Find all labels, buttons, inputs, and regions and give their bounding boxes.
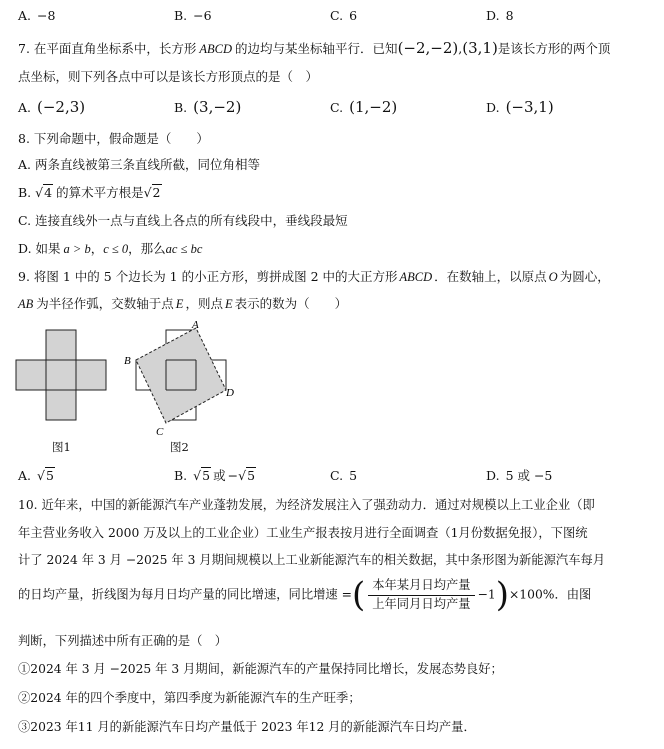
- fraction-numerator: 本年某月日均产量: [368, 578, 474, 595]
- q6-option-b: [174, 8, 212, 24]
- q9-option-d: [486, 468, 552, 484]
- option-label: B.: [174, 8, 188, 23]
- q10-minus-one: −1: [477, 587, 496, 602]
- q9-point-e: E: [175, 297, 184, 311]
- option-value: 5 或 −5: [505, 468, 553, 483]
- q8-d-comma: ，: [90, 241, 104, 256]
- q9-text: 9. 将图 1 中的 5 个边长为 1 的小正方形，剪拼成图 2 中的大正方形: [18, 269, 398, 284]
- fig2-label-a: A: [192, 319, 199, 331]
- negative-sign: −: [227, 468, 239, 483]
- q10-text: 的日均产量，折线图为每月日均产量的同比增速，同比增速 =: [18, 587, 352, 602]
- q8-option-b: [18, 185, 162, 201]
- q7-point-2: (3,1): [462, 39, 498, 57]
- option-label: C.: [330, 8, 344, 23]
- q9-line-1: [18, 269, 610, 286]
- q8-d-text: D. 如果: [18, 241, 61, 256]
- option-value: 5: [349, 468, 358, 483]
- option-value: −8: [37, 8, 56, 23]
- option-label: A.: [18, 8, 32, 23]
- sqrt-symbol: √: [35, 185, 44, 200]
- option-label: A.: [18, 100, 32, 115]
- q7-option-b: [174, 98, 241, 117]
- q7-abcd: ABCD: [199, 42, 233, 56]
- q9-point-e: E: [224, 297, 233, 311]
- left-paren: (: [351, 575, 366, 615]
- q7-point-1: (−2,−2): [397, 39, 459, 57]
- q10-fraction: [368, 578, 474, 612]
- q10-text: ×100%．由图: [509, 587, 592, 602]
- option-label: A.: [18, 468, 32, 483]
- q10-statement-2: ②2024 年的四个季度中，第四季度为新能源汽车的生产旺季；: [18, 691, 361, 705]
- option-value: −6: [193, 8, 212, 23]
- q9-option-c: [330, 468, 357, 484]
- q9-origin: O: [548, 270, 558, 284]
- option-label: B.: [18, 185, 36, 200]
- q9-text: 为圆心，: [559, 269, 610, 284]
- q10-statement-3: ③2023 年11 月的新能源汽车日均产量低于 2023 年12 月的新能源汽车日均产量．: [18, 720, 476, 734]
- option-label: D.: [486, 8, 500, 23]
- q6-option-a: [18, 8, 55, 24]
- option-or: 或: [213, 468, 226, 483]
- option-value: 6: [349, 8, 358, 23]
- option-value: (3,−2): [193, 98, 242, 116]
- q10-statement-1: ①2024 年 3 月 −2025 年 3 月期间，新能源汽车的产量保持同比增长，发展态势良好；: [18, 662, 503, 676]
- q7-option-c: [330, 98, 397, 117]
- option-value: 8: [505, 8, 514, 23]
- q7-line-1: [18, 39, 610, 58]
- q9-text: 表示的数为（ ）: [234, 296, 348, 311]
- fraction-denominator: 上年同月日均产量: [372, 596, 471, 611]
- option-value: (1,−2): [349, 98, 398, 116]
- q8-d-condition-2: c ≤ 0: [103, 242, 129, 256]
- option-label: B.: [174, 468, 188, 483]
- fig2-label-c: C: [156, 426, 164, 438]
- fig2-label-d: D: [226, 387, 234, 399]
- q9-text: ，则点: [185, 296, 223, 311]
- sqrt-radicand: 2: [152, 185, 161, 200]
- q6-option-c: [330, 8, 357, 24]
- sqrt-symbol: √: [238, 468, 247, 483]
- q9-text: 为半径作弧，交数轴于点: [36, 296, 174, 311]
- q10-line-4: [18, 575, 592, 615]
- figure-2: [136, 328, 226, 423]
- option-label: C.: [330, 100, 344, 115]
- q9-option-b: [174, 468, 256, 484]
- q9-text: ．在数轴上，以原点: [434, 269, 547, 284]
- option-label: C.: [330, 468, 344, 483]
- sqrt-symbol: √: [37, 468, 45, 483]
- q7-text: 是该长方形的两个顶: [497, 41, 611, 56]
- q7-text: 的边均与某坐标轴平行．已知: [235, 41, 398, 56]
- q6-option-d: [486, 8, 514, 24]
- q8-d-text: ，那么: [128, 241, 166, 256]
- sqrt-radicand: 5: [45, 468, 54, 483]
- option-label: B.: [174, 100, 188, 115]
- q8-option-c: C. 连接直线外一点与直线上各点的所有线段中，垂线段最短: [18, 213, 348, 228]
- figure-2-caption: 图2: [170, 440, 189, 454]
- q7-option-d: [486, 98, 554, 117]
- q8-d-condition-1: a > b: [63, 242, 91, 256]
- option-label: D.: [486, 100, 500, 115]
- q9-ab: AB: [18, 297, 34, 311]
- q7-text: 7. 在平面直角坐标系中，长方形: [18, 41, 197, 56]
- figure-1-cross: [16, 330, 106, 420]
- q10-line-2: 年主营业务收入 2000 万及以上的工业企业）工业生产报表按月进行全面调查（1月份数据免报），下图统: [18, 526, 588, 540]
- sqrt-radicand: 5: [247, 468, 256, 483]
- q8-d-conclusion: ac ≤ bc: [165, 242, 203, 256]
- q9-option-a: [18, 468, 55, 484]
- q10-line-5: 判断，下列描述中所有正确的是（ ）: [18, 634, 228, 648]
- q7-line-2: 点坐标，则下列各点中可以是该长方形顶点的是（ ）: [18, 69, 319, 84]
- sqrt-radicand: 4: [44, 185, 53, 200]
- right-paren: ): [495, 575, 509, 615]
- sqrt-symbol: √: [193, 468, 202, 483]
- q8-b-text: 的算术平方根是: [56, 185, 144, 200]
- q8-stem: 8. 下列命题中，假命题是（ ）: [18, 131, 209, 146]
- q8-option-a: A. 两条直线被第三条直线所截，同位角相等: [18, 157, 260, 172]
- q9-abcd: ABCD: [399, 270, 433, 284]
- sqrt-radicand: 5: [202, 468, 211, 483]
- q10-line-3: 计了 2024 年 3 月 −2025 年 3 月期间规模以上工业新能源汽车的相关数据，其中条形图为新能源汽车每月: [18, 553, 606, 567]
- q8-option-d: [18, 241, 202, 258]
- q10-line-1: 10. 近年来，中国的新能源汽车产业蓬勃发展，为经济发展注入了强劲动力．通过对规模以上工业企业（即: [18, 498, 595, 512]
- q7-comma: ,: [458, 41, 463, 56]
- q9-figures: [14, 318, 234, 456]
- option-value: (−3,1): [505, 98, 554, 116]
- option-label: D.: [486, 468, 500, 483]
- option-value: (−2,3): [37, 98, 86, 116]
- sqrt-symbol: √: [143, 185, 152, 200]
- figure-1-caption: 图1: [52, 440, 71, 454]
- q9-line-2: [18, 296, 347, 313]
- fig2-label-b: B: [124, 355, 131, 367]
- q7-option-a: [18, 98, 85, 117]
